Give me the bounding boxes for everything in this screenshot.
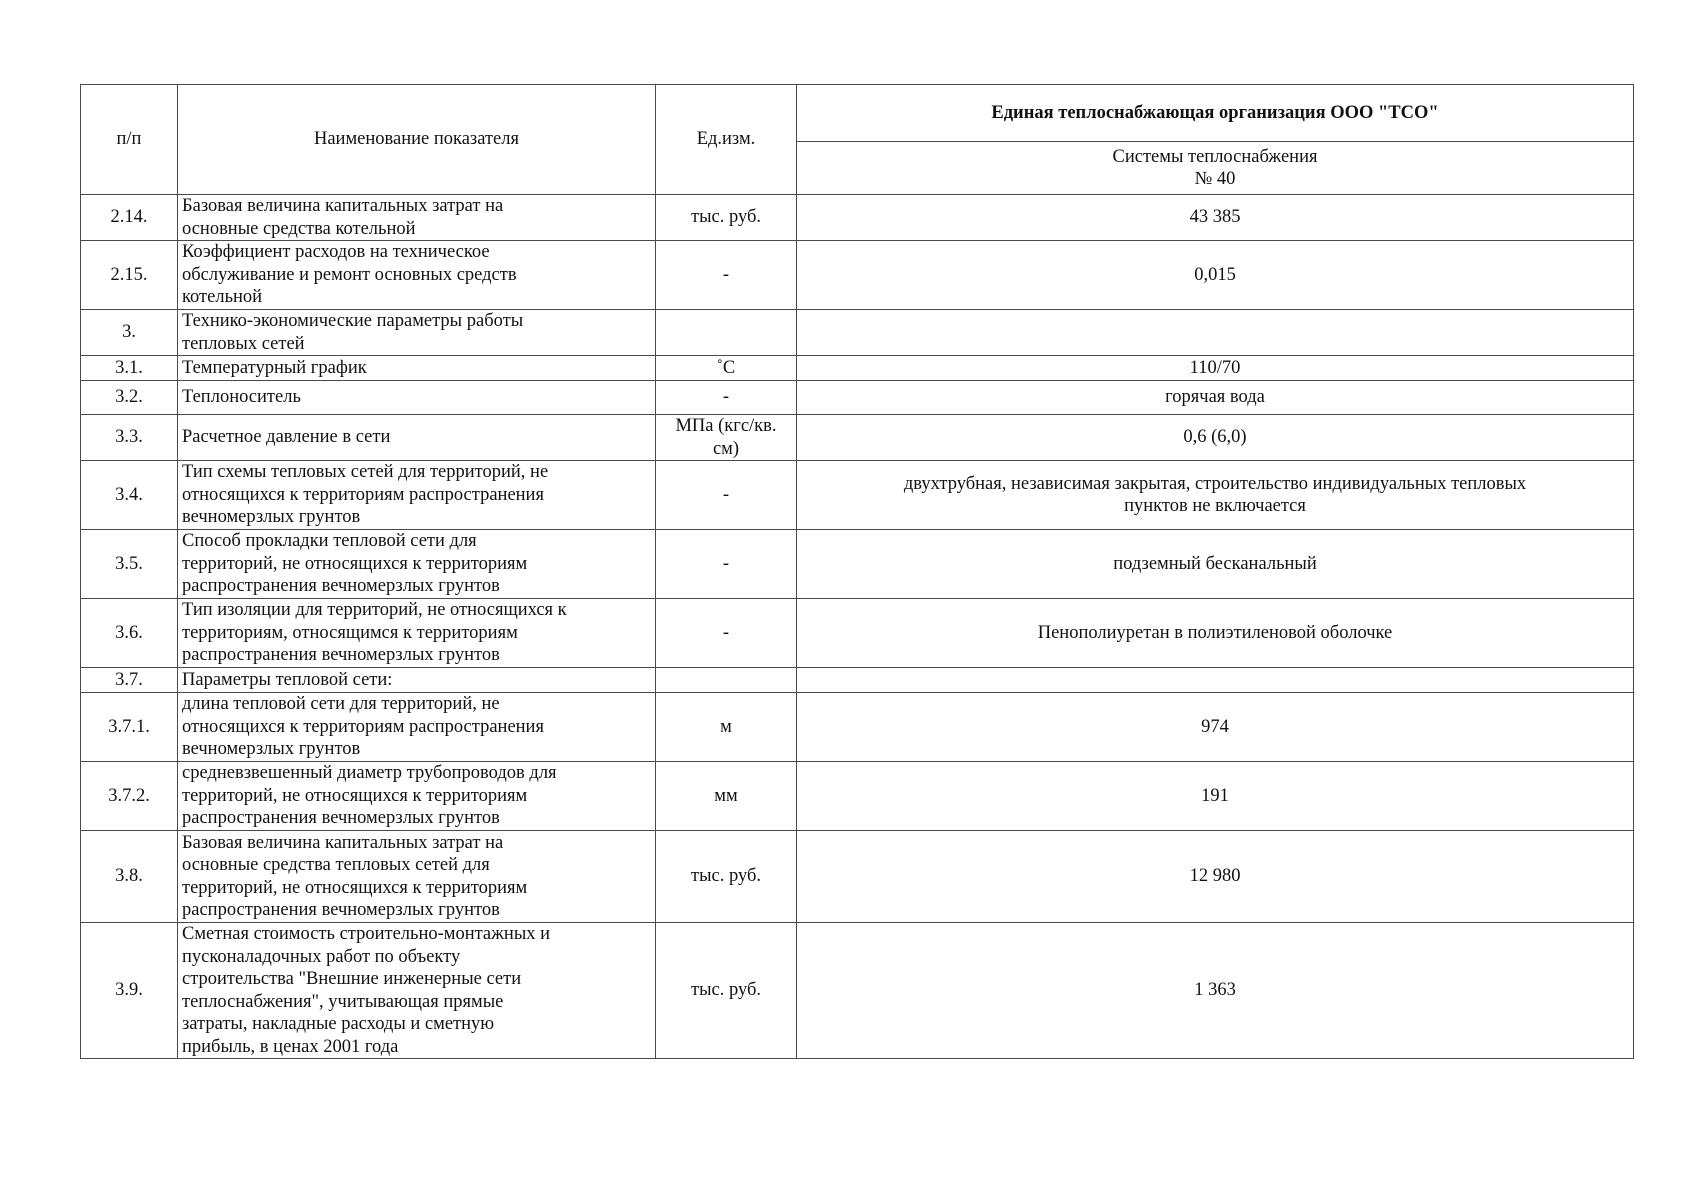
value-cell-line: 110/70 <box>1189 357 1241 378</box>
indicator-name <box>178 415 656 461</box>
indicator-name-line: вечномерзлых грунтов <box>182 739 361 760</box>
unit-cell-line: - <box>722 484 730 505</box>
indicator-name-line: Способ прокладки тепловой сети для <box>182 531 477 552</box>
row-number: 3.9. <box>81 923 178 1059</box>
unit-cell <box>656 762 797 831</box>
indicator-name-line: распространения вечномерзлых грунтов <box>182 808 500 829</box>
unit-cell-line: см) <box>712 438 740 459</box>
indicator-name-line: распространения вечномерзлых грунтов <box>182 576 500 597</box>
value-cell-line: 974 <box>1201 716 1229 737</box>
value-cell-line: 0,6 (6,0) <box>1183 427 1247 448</box>
row-number: 3.2. <box>81 381 178 415</box>
table-row <box>81 241 1634 310</box>
row-number: 3.7. <box>81 668 178 693</box>
indicator-name-line: обслуживание и ремонт основных средств <box>182 264 517 285</box>
value-cell <box>797 693 1634 762</box>
indicator-name-line: прибыль, в ценах 2001 года <box>182 1036 399 1057</box>
value-cell-line: 191 <box>1201 785 1229 806</box>
indicator-name-line: территориям, относящимся к территориям <box>182 622 518 643</box>
unit-cell-line: - <box>722 553 730 574</box>
value-cell <box>797 599 1634 668</box>
table-row <box>81 461 1634 530</box>
indicator-name <box>178 310 656 356</box>
unit-cell-line: - <box>722 387 730 408</box>
unit-cell <box>656 310 797 356</box>
indicator-name-line: Теплоноситель <box>182 387 301 408</box>
indicator-table <box>80 84 1634 1059</box>
value-cell-line: 1 363 <box>1194 980 1236 1001</box>
unit-cell <box>656 831 797 923</box>
value-cell <box>797 762 1634 831</box>
indicator-name <box>178 599 656 668</box>
row-number: 3.1. <box>81 356 178 381</box>
value-cell <box>797 195 1634 241</box>
unit-cell <box>656 668 797 693</box>
table-row <box>81 693 1634 762</box>
row-number: 3.7.2. <box>81 762 178 831</box>
unit-cell-line: тыс. руб. <box>690 866 762 887</box>
indicator-name <box>178 923 656 1059</box>
unit-cell-line: - <box>722 622 730 643</box>
unit-cell <box>656 415 797 461</box>
indicator-name-line: Расчетное давление в сети <box>182 427 391 448</box>
indicator-name <box>178 241 656 310</box>
table-row <box>81 923 1634 1059</box>
indicator-name-line: затраты, накладные расходы и сметную <box>182 1014 495 1034</box>
value-cell <box>797 831 1634 923</box>
header-unit: Ед.изм. <box>656 85 797 195</box>
table-row <box>81 195 1634 241</box>
table-header <box>81 85 1634 195</box>
value-cell-line: Пенополиуретан в полиэтиленовой оболочке <box>1037 622 1393 643</box>
indicator-name-line: Базовая величина капитальных затрат на <box>182 196 504 216</box>
unit-cell <box>656 461 797 530</box>
value-cell-line: пунктов не включается <box>1124 496 1306 516</box>
table-row <box>81 762 1634 831</box>
unit-cell <box>656 693 797 762</box>
value-cell <box>797 356 1634 381</box>
value-cell-line: подземный бесканальный <box>1113 553 1317 574</box>
header-system-number: № 40 <box>1194 169 1236 189</box>
indicator-name-line: относящихся к территориям распространения <box>182 716 544 737</box>
table-row <box>81 356 1634 381</box>
unit-cell <box>656 195 797 241</box>
row-number: 2.14. <box>81 195 178 241</box>
unit-cell <box>656 356 797 381</box>
row-number: 3. <box>81 310 178 356</box>
indicator-name-line: Коэффициент расходов на техническое <box>182 242 490 263</box>
indicator-name-line: Параметры тепловой сети: <box>182 669 393 690</box>
value-cell <box>797 461 1634 530</box>
header-number: п/п <box>81 85 178 195</box>
row-number: 3.6. <box>81 599 178 668</box>
indicator-name-line: пусконаладочных работ по объекту <box>182 946 461 967</box>
unit-cell <box>656 599 797 668</box>
value-cell-line: 43 385 <box>1189 207 1241 228</box>
value-cell-line: горячая вода <box>1165 387 1265 408</box>
indicator-name-line: котельной <box>182 287 263 308</box>
unit-cell-line: МПа (кгс/кв. <box>675 416 777 436</box>
indicator-name <box>178 461 656 530</box>
indicator-name-line: Технико-экономические параметры работы <box>182 311 524 331</box>
header-indicator-name: Наименование показателя <box>178 85 656 195</box>
header-heating-system <box>797 142 1634 195</box>
indicator-name-line: основные средства тепловых сетей для <box>182 855 490 875</box>
indicator-name-line: длина тепловой сети для территорий, не <box>182 694 500 715</box>
unit-cell <box>656 530 797 599</box>
indicator-name <box>178 195 656 241</box>
indicator-name-line: тепловых сетей <box>182 333 305 354</box>
value-cell <box>797 310 1634 356</box>
header-organization: Единая теплоснабжающая организация ООО "ТСО" <box>797 85 1634 142</box>
indicator-name-line: строительства "Внешние инженерные сети <box>182 969 522 989</box>
indicator-name-line: теплоснабжения", учитывающая прямые <box>182 991 504 1012</box>
indicator-name-line: Базовая величина капитальных затрат на <box>182 832 504 853</box>
indicator-name-line: территорий, не относящихся к территориям <box>182 785 528 806</box>
row-number: 3.4. <box>81 461 178 530</box>
value-cell-line: двухтрубная, независимая закрытая, строительство индивидуальных тепловых <box>903 473 1527 494</box>
unit-cell <box>656 241 797 310</box>
unit-cell-line: мм <box>714 785 738 806</box>
value-cell-line: 12 980 <box>1189 866 1241 887</box>
unit-cell-line: м <box>720 716 732 737</box>
table-row <box>81 381 1634 415</box>
table-body <box>81 195 1634 1059</box>
unit-cell <box>656 923 797 1059</box>
value-cell <box>797 668 1634 693</box>
indicator-name-line: территорий, не относящихся к территориям <box>182 553 528 574</box>
unit-cell-line: - <box>722 264 730 285</box>
unit-cell-line: тыс. руб. <box>690 207 762 228</box>
unit-cell-line: тыс. руб. <box>690 980 762 1001</box>
indicator-name <box>178 356 656 381</box>
row-number: 3.8. <box>81 831 178 923</box>
row-number: 3.7.1. <box>81 693 178 762</box>
value-cell <box>797 415 1634 461</box>
indicator-name-line: Сметная стоимость строительно-монтажных и <box>182 924 551 944</box>
unit-cell <box>656 381 797 415</box>
value-cell <box>797 381 1634 415</box>
indicator-name <box>178 381 656 415</box>
row-number: 2.15. <box>81 241 178 310</box>
value-cell <box>797 530 1634 599</box>
indicator-name-line: распространения вечномерзлых грунтов <box>182 900 500 920</box>
value-cell-line: 0,015 <box>1194 264 1236 285</box>
indicator-name-line: распространения вечномерзлых грунтов <box>182 645 500 666</box>
row-number: 3.3. <box>81 415 178 461</box>
indicator-name <box>178 668 656 693</box>
value-cell <box>797 923 1634 1059</box>
indicator-name-line: Температурный график <box>182 357 367 378</box>
indicator-name-line: вечномерзлых грунтов <box>182 507 361 528</box>
table-row <box>81 831 1634 923</box>
indicator-name <box>178 762 656 831</box>
indicator-name-line: Тип схемы тепловых сетей для территорий, не <box>182 462 549 483</box>
indicator-name <box>178 530 656 599</box>
indicator-name-line: территорий, не относящихся к территориям <box>182 877 528 898</box>
table-row <box>81 668 1634 693</box>
indicator-name-line: Тип изоляции для территорий, не относящихся к <box>182 600 567 621</box>
indicator-name <box>178 831 656 923</box>
indicator-name-line: относящихся к территориям распространения <box>182 484 544 505</box>
indicator-name-line: основные средства котельной <box>182 218 416 239</box>
indicator-name <box>178 693 656 762</box>
table-row <box>81 599 1634 668</box>
section-row <box>81 310 1634 356</box>
indicator-name-line: средневзвешенный диаметр трубопроводов для <box>182 763 557 784</box>
unit-cell-line: ˚С <box>716 357 736 378</box>
header-system-title: Системы теплоснабжения <box>1112 147 1318 167</box>
value-cell <box>797 241 1634 310</box>
table-row <box>81 530 1634 599</box>
row-number: 3.5. <box>81 530 178 599</box>
table-row <box>81 415 1634 461</box>
